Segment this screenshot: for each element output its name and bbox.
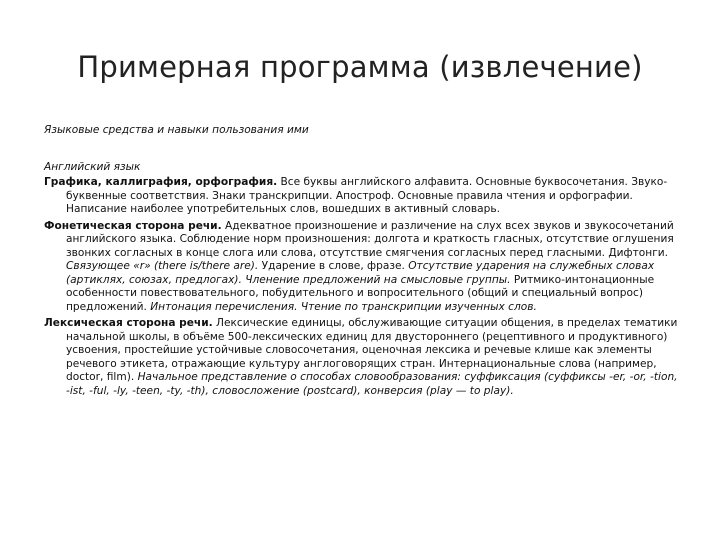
language-heading: Английский язык	[44, 160, 141, 173]
paragraph-italic-text: Связующее «r» (there is/there are).	[66, 260, 259, 272]
paragraph-text: Лексические единицы, обслуживающие ситуации общения, в пределах тематики начальной школы, в объёме 500-лексических единиц для двустороннего (рецептивного и продуктивного) усвоения, простейшие устойчивые словосочетания, оценочная лексика и речевые клише как элементы речевого этикета, отражающие культуру англоговорящих стран. Интернациональные слова (например, doctor, film).	[66, 317, 678, 383]
paragraph-italic-text: Отсутствие ударения на служебных словах (артиклях, союзах, предлогах). Членение предложений на смысловые группы.	[66, 260, 655, 286]
paragraph-text: Ритмико-интонационные особенности повествовательного, побудительного и вопросительного (общий и специальный вопрос) предложений.	[66, 273, 655, 313]
paragraph-text: Адекватное произношение и различение на слух всех звуков и звукосочетаний английского языка. Соблюдение норм произношения: долгота и краткость гласных, отсутствие оглушения звонких согласных в конце слога или слова, отсутствие смягчения согласных перед гласными. Дифтонги.	[66, 219, 674, 259]
section-subtitle: Языковые средства и навыки пользования ими	[44, 124, 309, 136]
paragraph-heading: Лексическая сторона речи.	[44, 317, 213, 329]
slide-body	[44, 124, 678, 401]
paragraph-text: Все буквы английского алфавита. Основные буквосочетания. Звуко-буквенные соответствия. Знаки транскрипции. Апостроф. Основные правила чтения и орфографии. Написание наиболее употребительных слов, вошедших в активный словарь.	[66, 176, 668, 215]
paragraph-italic-text: Начальное представление о способах словообразования: суффиксация (суффиксы -er, -or, -tion, -ist, -ful, -ly, -teen, -ty, -th), словосложение (postcard), конверсия (play — to play).	[66, 371, 678, 397]
paragraph-graphics	[44, 176, 678, 217]
paragraph-phonetics	[44, 220, 678, 315]
paragraph-lexicon	[44, 317, 678, 398]
paragraph-heading: Графика, каллиграфия, орфография.	[44, 176, 278, 188]
paragraph-heading: Фонетическая сторона речи.	[44, 219, 222, 232]
slide-title: Примерная программа (извлечение)	[77, 50, 643, 84]
paragraph-text: Ударение в слове, фразе.	[258, 260, 409, 272]
paragraph-italic-text: Интонация перечисления. Чтение по транскрипции изученных слов.	[150, 300, 537, 313]
